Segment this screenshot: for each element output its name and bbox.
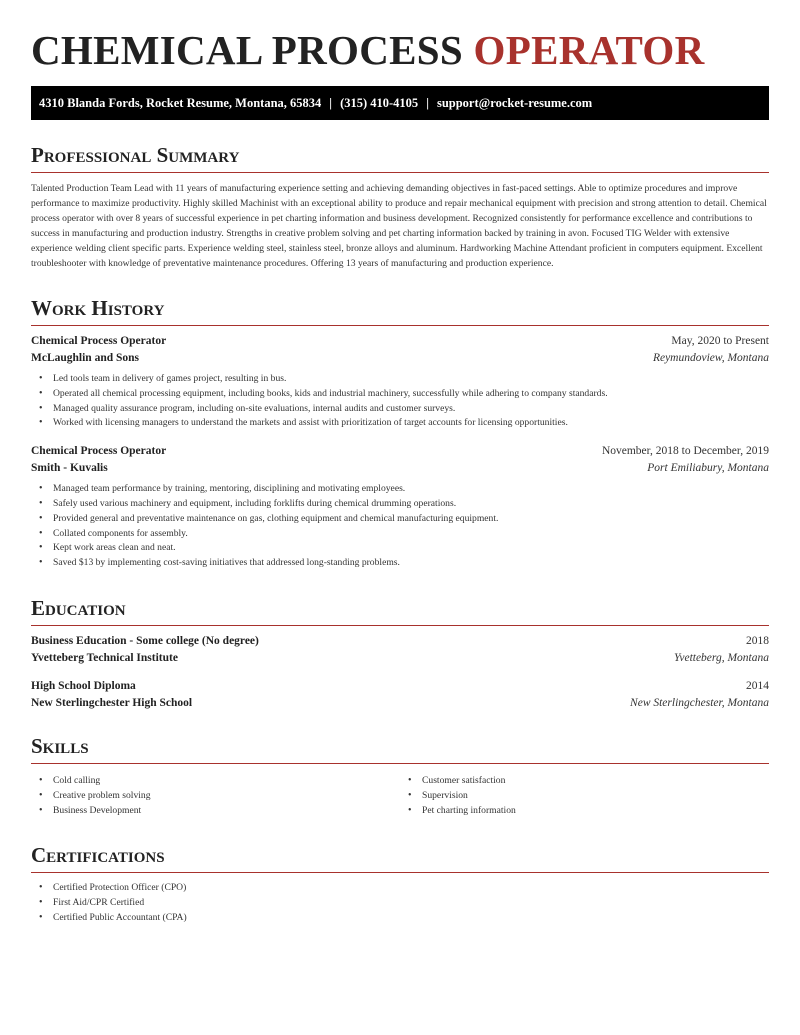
job-company: Smith - Kuvalis bbox=[31, 462, 108, 475]
list-item: • Pet charting information bbox=[422, 804, 769, 819]
job-location: Reymundoview, Montana bbox=[652, 352, 769, 364]
list-item: • Safely used various machinery and equipment, including forklifts during chemical drumming operations. bbox=[53, 497, 769, 512]
contact-email: support@rocket-resume.com bbox=[436, 96, 593, 110]
section-title-summary: Professional Summary bbox=[31, 142, 769, 173]
contact-address: 4310 Blanda Fords, Rocket Resume, Montana, 65834 bbox=[39, 96, 322, 110]
list-item: • Customer satisfaction bbox=[422, 774, 769, 789]
list-item: • Provided general and preventative maintenance on gas, clothing equipment and chemical manufacturing equipment. bbox=[53, 512, 769, 527]
job-bullets bbox=[31, 482, 769, 571]
job-company: McLaughlin and Sons bbox=[31, 352, 140, 364]
list-item: • Certified Protection Officer (CPO) bbox=[53, 881, 769, 896]
job-role: Chemical Process Operator bbox=[31, 445, 167, 458]
education-degree: Business Education - Some college (No degree) bbox=[31, 634, 259, 647]
education-location: New Sterlingchester, Montana bbox=[630, 696, 769, 709]
section-title-certifications: Certifications bbox=[31, 842, 769, 873]
list-item: • First Aid/CPR Certified bbox=[53, 896, 769, 911]
list-item: • Kept work areas clean and neat. bbox=[53, 541, 769, 556]
education-year: 2018 bbox=[746, 634, 769, 647]
list-item: • Cold calling bbox=[53, 774, 400, 789]
section-title-education: Education bbox=[31, 595, 769, 626]
skills-list bbox=[31, 768, 769, 818]
skills-column-left bbox=[31, 768, 400, 818]
list-item: • Certified Public Accountant (CPA) bbox=[53, 911, 769, 926]
name-main: CHEMICAL PROCESS bbox=[31, 27, 463, 73]
summary-text: Talented Production Team Lead with 11 years of manufacturing experience setting and achieving demanding objectives in fast-paced settings. Able to optimize procedures and improve performance to maximize productivity. Highly skilled Machinist with an exceptional ability to produce and repair mechanical equipment with precision and strong attention to detail. Chemical process operator with over 8 years of successful experience in pet charting information and business development. Recognized consistently for performance excellence and contributions to success in manufacturing and production industry. Strengths in creative problem solving and pet charting information backed by training in avon. Focused TIG Welder with extensive experience welding client specific parts. Experience welding steel, stainless steel, bronze alloys and aluminum. Hardworking Machine Attendant proficient in computers equipment. Excellent troubleshooter with knowledge of preventative maintenance procedures. Offering 13 years of manufacturing and production experience. bbox=[31, 183, 767, 269]
name-accent: OPERATOR bbox=[473, 27, 705, 73]
list-item: • Creative problem solving bbox=[53, 789, 400, 804]
list-item: • Worked with licensing managers to understand the markets and assist with prioritization of target accounts for licensing opportunities. bbox=[53, 416, 769, 431]
contact-separator: | bbox=[329, 96, 333, 110]
job-entry bbox=[31, 445, 769, 571]
list-item: • Led tools team in delivery of games project, resulting in bus. bbox=[53, 372, 769, 387]
education-year: 2014 bbox=[746, 679, 769, 692]
skills-column-right bbox=[400, 768, 769, 818]
job-entry bbox=[31, 335, 769, 431]
contact-phone: (315) 410-4105 bbox=[340, 96, 419, 110]
education-school: Yvetteberg Technical Institute bbox=[31, 651, 178, 664]
job-role: Chemical Process Operator bbox=[31, 335, 167, 347]
list-item: • Managed quality assurance program, including on-site evaluations, internal audits and customer surveys. bbox=[53, 402, 769, 417]
education-degree: High School Diploma bbox=[31, 679, 136, 692]
list-item: • Collated components for assembly. bbox=[53, 527, 769, 542]
education-entry bbox=[31, 635, 769, 664]
resume-name bbox=[31, 0, 769, 82]
contact-separator: | bbox=[426, 96, 429, 110]
education-location: Yvetteberg, Montana bbox=[674, 651, 769, 664]
section-title-work-history: Work History bbox=[31, 295, 769, 326]
job-location: Port Emiliabury, Montana bbox=[647, 462, 769, 475]
list-item: • Supervision bbox=[422, 789, 769, 804]
list-item: • Managed team performance by training, mentoring, disciplining and motivating employees. bbox=[53, 482, 769, 497]
list-item: • Operated all chemical processing equipment, including books, kids and industrial machinery, successfully while adhering to company standards. bbox=[53, 387, 769, 402]
education-entry bbox=[31, 680, 769, 709]
list-item: • Saved $13 by implementing cost-saving initiatives that addressed long-standing problems. bbox=[53, 556, 769, 571]
section-title-skills: Skills bbox=[31, 733, 769, 764]
certifications-list bbox=[31, 881, 769, 925]
job-dates: November, 2018 to December, 2019 bbox=[601, 445, 769, 458]
list-item: • Business Development bbox=[53, 804, 400, 819]
job-bullets bbox=[31, 372, 769, 431]
job-dates: May, 2020 to Present bbox=[671, 335, 769, 347]
contact-bar bbox=[31, 86, 769, 120]
education-school: New Sterlingchester High School bbox=[31, 696, 193, 709]
